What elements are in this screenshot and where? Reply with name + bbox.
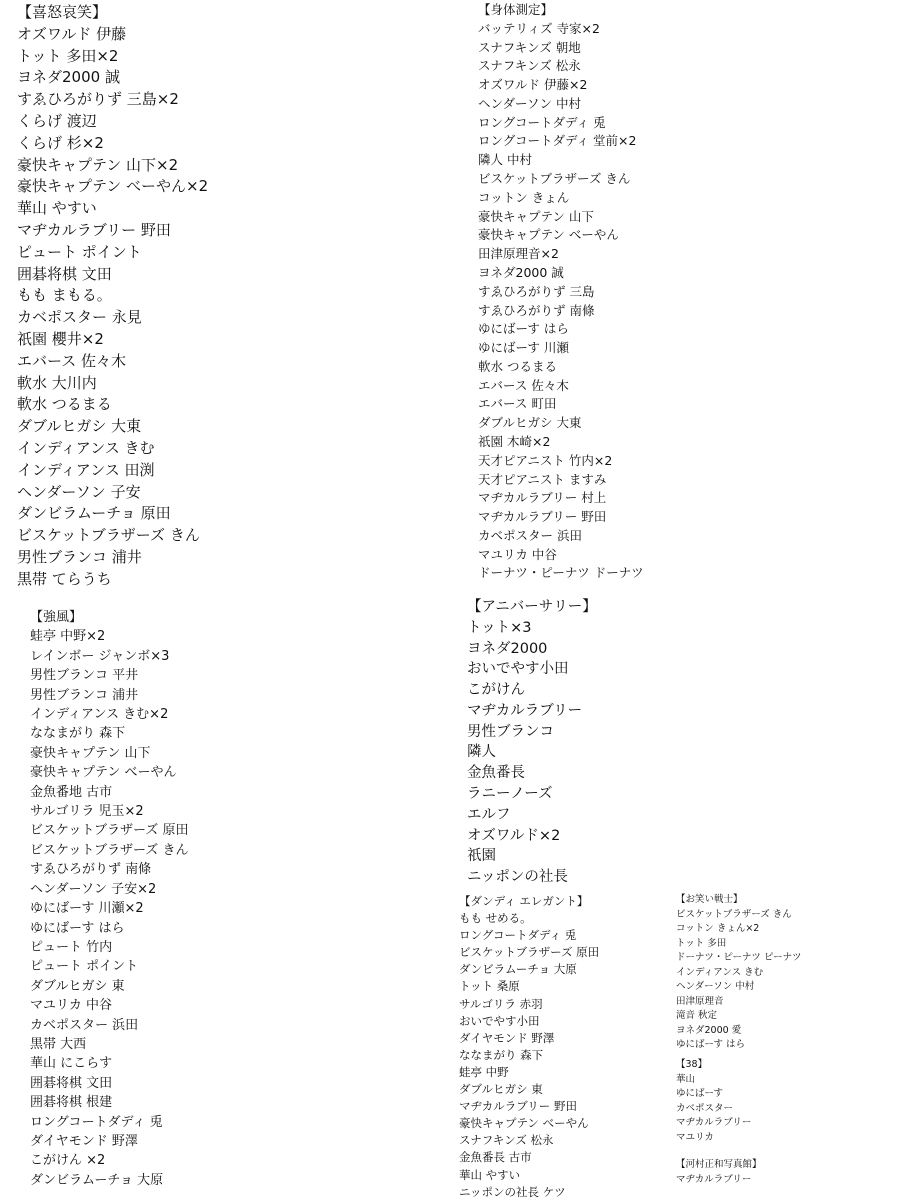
list-item: 軟水 つるまる — [478, 358, 557, 374]
list-item: ビスケットブラザーズ 原田 — [30, 823, 189, 839]
list-item: バッテリィズ 寺家×2 — [478, 20, 600, 36]
list-item: すゑひろがりず 南條 — [478, 302, 595, 318]
list-item: オズワルド×2 — [467, 827, 561, 844]
list-item: カベポスター 浜田 — [478, 527, 582, 543]
list-item: 蛙亭 中野 — [459, 1064, 509, 1079]
section-title: 【河村正和写真館】 — [676, 1159, 762, 1170]
list-item: ピュート ポイント — [17, 242, 142, 261]
list-item: ヨネダ2000 愛 — [676, 1024, 742, 1036]
list-item: ヨネダ2000 誠 — [478, 264, 564, 280]
list-item: 豪快キャプテン べーやん — [478, 227, 619, 243]
list-item: マヂカルラブリー 村上 — [478, 490, 607, 506]
list-item: トット 桑原 — [459, 979, 520, 994]
list-item: こがけん — [467, 682, 525, 699]
list-item: 華山 にこらす — [30, 1056, 113, 1072]
list-item: マヂカルラブリー — [467, 702, 583, 719]
section-owarai-senshi — [676, 893, 801, 1053]
list-item: 金魚番地 古市 — [30, 784, 113, 800]
list-item: オズワルド 伊藤 — [17, 24, 127, 43]
list-item: ダンビラムーチョ 大原 — [30, 1172, 164, 1188]
list-item: ななまがり 森下 — [30, 726, 126, 742]
list-item: おいでやす小田 — [459, 1013, 540, 1028]
list-item: ドーナツ・ピーナツ ピーナツ — [676, 952, 802, 963]
list-item: マヂカルラブリー 野田 — [459, 1099, 577, 1114]
section-title: 【38】 — [676, 1059, 708, 1070]
section-38 — [676, 1058, 751, 1145]
section-title: 【喜怒哀笑】 — [17, 3, 108, 21]
list-item: 華山 やすい — [459, 1167, 521, 1182]
list-item: ニッポンの社長 — [467, 869, 568, 886]
list-item: ピュート ポイント — [30, 959, 139, 975]
list-item: エルフ — [467, 806, 511, 823]
list-item: ゆにばーす はら — [676, 1039, 746, 1050]
list-item: ビスケットブラザーズ きん — [30, 842, 189, 858]
list-item: 隣人 — [467, 744, 496, 761]
list-item: 祇園 櫻井×2 — [17, 329, 104, 348]
list-item: マユリカ — [676, 1131, 714, 1143]
list-item: ビスケットブラザーズ きん — [676, 908, 792, 920]
list-item: エバース 町田 — [478, 396, 557, 412]
section-kidoairaku — [17, 2, 208, 591]
list-item: ダブルヒガシ 東 — [30, 978, 125, 994]
list-item: ダンビラムーチョ 原田 — [17, 504, 171, 523]
section-anniversary — [467, 597, 597, 888]
list-item: マヂカルラブリー — [676, 1117, 752, 1128]
section-title: 【身体測定】 — [478, 2, 554, 17]
list-item: ヘンダーソン 子安×2 — [30, 881, 157, 897]
list-item: 華山 — [676, 1073, 696, 1085]
section-title: 【ダンディ エレガント】 — [459, 894, 589, 908]
list-item: 男性ブランコ — [467, 723, 554, 740]
list-item: カベポスター 永見 — [17, 308, 142, 327]
list-item: 囲碁将棋 根建 — [30, 1095, 113, 1111]
list-item: ラニーノーズ — [467, 786, 553, 803]
list-item: スナフキンズ 松永 — [478, 58, 581, 74]
list-item: トット 多田×2 — [17, 46, 119, 65]
list-item: ゆにばーす はら — [478, 321, 569, 337]
list-item: 男性ブランコ 浦井 — [30, 687, 139, 703]
list-item: インディアンス 田渕 — [17, 460, 155, 479]
list-item: ダンビラムーチョ 大原 — [459, 962, 577, 977]
list-item: おいでやす小田 — [467, 661, 569, 678]
list-item: 軟水 大川内 — [17, 373, 97, 392]
list-item: ダブルヒガシ 大東 — [478, 415, 582, 431]
list-item: ななまがり 森下 — [459, 1047, 544, 1062]
section-shintai-sokutei — [478, 1, 644, 583]
list-item: 金魚番長 古市 — [459, 1150, 532, 1165]
list-item: インディアンス きむ — [17, 438, 155, 457]
list-item: 金魚番長 — [467, 765, 525, 782]
list-item: ビスケットブラザーズ きん — [17, 526, 200, 545]
list-item: スナフキンズ 松永 — [459, 1133, 554, 1148]
list-item: ニッポンの社長 ケツ — [459, 1184, 566, 1199]
list-item: ゆにばーす 川瀬 — [478, 340, 569, 356]
list-item: カベポスター 浜田 — [30, 1017, 139, 1033]
list-item: マユリカ 中谷 — [478, 546, 557, 562]
list-item: マヂカルラブリー — [676, 1173, 752, 1185]
list-item: ヨネダ2000 誠 — [17, 68, 120, 87]
list-item: トット×3 — [467, 619, 532, 636]
list-item: 豪快キャプテン べーやん — [30, 765, 177, 781]
list-item: すゑひろがりず 南條 — [30, 862, 152, 878]
list-item: ゆにばーす 川瀬×2 — [30, 901, 144, 917]
section-kyoufuu — [30, 608, 188, 1190]
list-item: ゆにばーす はら — [30, 920, 125, 936]
list-item: オズワルド 伊藤×2 — [478, 77, 588, 93]
list-item: 豪快キャプテン 山下×2 — [17, 155, 179, 174]
list-item: ダブルヒガシ 東 — [459, 1082, 543, 1097]
list-item: 隣人 中村 — [478, 152, 532, 168]
list-item: こがけん ×2 — [30, 1153, 106, 1169]
section-title: 【アニバーサリー】 — [467, 599, 597, 615]
list-item: ビスケットブラザーズ 原田 — [459, 945, 600, 960]
list-item: ロングコートダディ 兎 — [30, 1114, 163, 1130]
list-item: 蛙亭 中野×2 — [30, 629, 106, 645]
list-item: 囲碁将棋 文田 — [30, 1075, 113, 1091]
list-item: マヂカルラブリー 野田 — [478, 509, 607, 525]
list-item: カベポスター — [676, 1102, 734, 1114]
list-item: 豪快キャプテン べーやん — [459, 1116, 589, 1131]
list-item: マヂカルラブリー 野田 — [17, 220, 171, 239]
list-item: コットン きょん — [478, 189, 570, 205]
list-item: ビスケットブラザーズ きん — [478, 171, 631, 187]
list-item: 滝音 秋定 — [676, 1010, 718, 1021]
list-item: ロングコートダディ 兎 — [459, 928, 577, 943]
list-item: 男性ブランコ 平井 — [30, 668, 139, 684]
section-title: 【お笑い戦士】 — [676, 894, 743, 905]
list-item: ロングコートダディ 堂前×2 — [478, 133, 637, 149]
section-title: 【強風】 — [30, 610, 83, 625]
list-item: ヘンダーソン 中村 — [478, 95, 581, 111]
list-item: 囲碁将棋 文田 — [17, 264, 112, 283]
list-item: 豪快キャプテン 山下 — [478, 208, 594, 224]
list-item: エバース 佐々木 — [478, 377, 569, 393]
list-item: コットン きょん×2 — [676, 923, 760, 934]
list-item: 豪快キャプテン べーやん×2 — [17, 177, 209, 196]
list-item: 黒帯 大西 — [30, 1036, 87, 1052]
list-item: 天才ピアニスト 竹内×2 — [478, 452, 613, 468]
list-item: 田津原理音 — [676, 995, 724, 1007]
list-item: すゑひろがりず 三島 — [478, 283, 595, 299]
list-item: インディアンス きむ — [676, 966, 764, 978]
section-dandy-elegant — [459, 893, 599, 1201]
list-item: 黒帯 てらうち — [17, 569, 112, 588]
list-item: トット 多田 — [676, 937, 727, 949]
list-item: 豪快キャプテン 山下 — [30, 745, 151, 761]
list-item: ロングコートダディ 兎 — [478, 114, 606, 130]
list-item: ダイヤモンド 野澤 — [30, 1133, 138, 1149]
list-item: インディアンス きむ×2 — [30, 707, 169, 723]
list-item: スナフキンズ 朝地 — [478, 39, 581, 55]
list-item: くらげ 渡辺 — [17, 111, 97, 130]
list-item: ヘンダーソン 中村 — [676, 981, 755, 992]
list-item: 男性ブランコ 浦井 — [17, 547, 142, 566]
list-item: ドーナツ・ピーナツ ドーナツ — [478, 565, 644, 581]
list-item: もも まもる。 — [17, 286, 112, 305]
list-item: 天才ピアニスト ますみ — [478, 471, 607, 487]
list-item: 軟水 つるまる — [17, 395, 112, 414]
list-item: くらげ 杉×2 — [17, 133, 104, 152]
list-item: 華山 やすい — [17, 199, 97, 218]
list-item: ダイヤモンド 野澤 — [459, 1030, 555, 1045]
list-item: ダブルヒガシ 大東 — [17, 417, 142, 436]
list-item: ピュート 竹内 — [30, 939, 113, 955]
list-item: ヘンダーソン 子安 — [17, 482, 141, 501]
list-item: ゆにばーす — [676, 1088, 724, 1099]
list-item: 祇園 木崎×2 — [478, 433, 551, 449]
list-item: ヨネダ2000 — [467, 640, 548, 657]
list-item: サルゴリラ 児玉×2 — [30, 804, 144, 820]
list-item: 祇園 — [467, 848, 496, 865]
list-item: レインボー ジャンボ×3 — [30, 648, 170, 664]
list-item: マユリカ 中谷 — [30, 998, 113, 1014]
list-item: エバース 佐々木 — [17, 351, 127, 370]
list-item: すゑひろがりず 三島×2 — [17, 90, 179, 109]
list-item: 田津原理音×2 — [478, 246, 559, 262]
section-kawamura-shashinkan — [676, 1158, 762, 1187]
list-item: サルゴリラ 赤羽 — [459, 996, 543, 1011]
list-item: もも せめる。 — [459, 911, 532, 926]
